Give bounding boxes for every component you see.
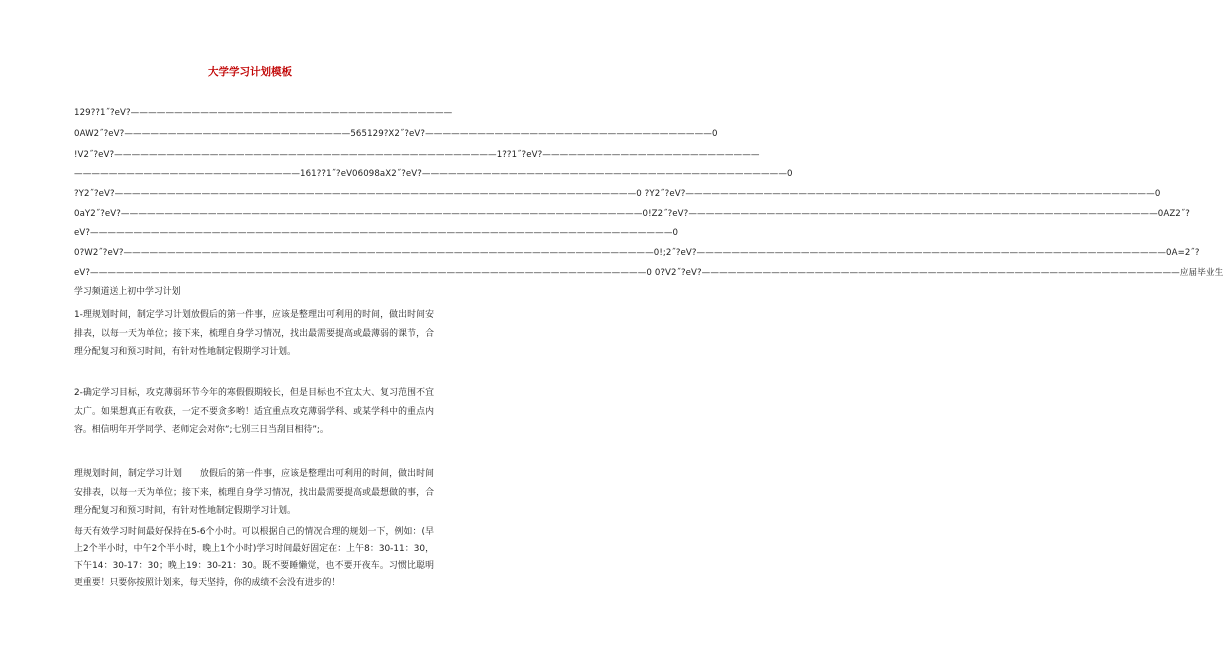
toc-line-3: !V2˝?eV?————————————————————————————————————————————1??1˝?eV?————————————————————————— [74, 150, 760, 160]
toc-line-7: eV?———————————————————————————————————————————————————————————————————0 [74, 228, 679, 238]
toc-line-2: 0AW2˝?eV?——————————————————————————565129?X2˝?eV?—————————————————————————————————0 [74, 129, 718, 139]
paragraph-2: 2-确定学习目标，攻克薄弱环节今年的寒假假期较长，但是目标也不宜太大、复习范围不宜太广。如果想真正有收获，一定不要贪多哟！适宜重点攻克薄弱学科、或某学科中的重点内容。相信明年开学同学、老师定会对你”;七别三日当刮目相待”;。 [74, 388, 434, 435]
document-title: 大学学习计划模板 [208, 66, 292, 78]
toc-line-9: eV?————————————————————————————————————————————————————————————————0 0?V2˝?eV?———————————————————————————————————————————————————————应届毕业生 [74, 268, 1223, 278]
toc-line-8: 0?W2˝?eV?—————————————————————————————————————————————————————————————0!;2˝?eV?——————————————————————————————————————————————————————0A=2˝? [74, 248, 1200, 258]
paragraph-4: 每天有效学习时间最好保持在5-6个小时。可以根据自己的情况合理的规划一下，例如：(早上2个半小时，中午2个半小时，晚上1个小时)学习时间最好固定在：上午8：30-11：30，下午14：30-17：30；晚上19：30-21：30。既不要睡懒觉，也不要开夜车。习惯比聪明更重要！只要你按照计划来，每天坚持，你的成绩不会没有进步的！ [74, 527, 434, 588]
toc-line-1: 129??1˝?eV?————————————————————————————————————— [74, 108, 453, 118]
toc-line-6: 0aY2˝?eV?————————————————————————————————————————————————————————————0!Z2˝?eV?——————————————————————————————————————————————————————0AZ2˝? [74, 209, 1190, 219]
paragraph-3: 理规划时间，制定学习计划 放假后的第一件事，应该是整理出可利用的时间，做出时间安排表，以每一天为单位；接下来，梳理自身学习情况，找出最需要提高或最想做的事，合理分配复习和预习时间，有针对性地制定假期学习计划。 [74, 469, 434, 516]
toc-line-4: ——————————————————————————161??1˝?eV06098aX2˝?eV?——————————————————————————————————————————0 [74, 169, 793, 179]
toc-line-5: ?Y2˝?eV?————————————————————————————————————————————————————————————0 ?Y2˝?eV?——————————————————————————————————————————————————————0 [74, 189, 1161, 199]
paragraph-1: 1-理规划时间，制定学习计划放假后的第一件事，应该是整理出可利用的时间，做出时间安排表，以每一天为单位；接下来，梳理自身学习情况，找出最需要提高或最薄弱的课节，合理分配复习和预习时间，有针对性地制定假期学习计划。 [74, 310, 434, 357]
section-heading: 学习频道送上初中学习计划 [74, 287, 181, 297]
